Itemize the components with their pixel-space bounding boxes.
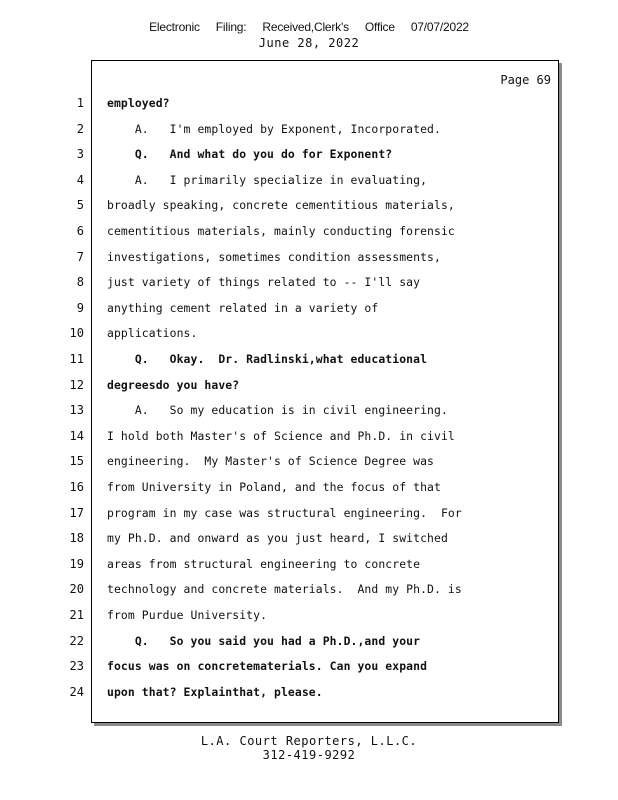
line-number: 2: [76, 122, 84, 136]
transcript-line: investigations, sometimes condition assessments,: [107, 250, 441, 264]
transcript-line: Q. And what do you do for Exponent?: [107, 147, 393, 161]
transcript-line: from Purdue University.: [107, 608, 268, 622]
filing-stamp-part: Filing:: [215, 20, 247, 34]
line-number: 22: [69, 634, 84, 648]
transcript-line: A. I primarily specialize in evaluating,: [107, 173, 428, 187]
line-number: 5: [76, 198, 84, 212]
filing-stamp-part: Received,Clerk's: [262, 20, 349, 34]
transcript-line: focus was on concretematerials. Can you expand: [107, 659, 428, 673]
line-number: 15: [69, 454, 84, 468]
line-number: 11: [69, 352, 84, 366]
line-number: 13: [69, 403, 84, 417]
transcript-line: I hold both Master's of Science and Ph.D. in civil: [107, 429, 455, 443]
line-number: 3: [76, 147, 84, 161]
transcript-line: broadly speaking, concrete cementitious materials,: [107, 198, 455, 212]
transcript-line: Q. So you said you had a Ph.D.,and your: [107, 634, 421, 648]
line-number: 14: [69, 429, 84, 443]
line-number: 4: [76, 173, 84, 187]
transcript-line: employed?: [107, 96, 170, 110]
transcript-line: degreesdo you have?: [107, 378, 240, 392]
line-number: 16: [69, 480, 84, 494]
line-number: 18: [69, 531, 84, 545]
transcript-line: from University in Poland, and the focus of that: [107, 480, 441, 494]
line-number: 7: [76, 250, 84, 264]
line-number: 9: [76, 301, 84, 315]
page-number: Page 69: [500, 73, 551, 87]
line-number: 24: [69, 685, 84, 699]
line-number: 19: [69, 557, 84, 571]
line-number: 10: [69, 326, 84, 340]
filing-stamp-part: Office: [364, 20, 395, 34]
transcript-line: anything cement related in a variety of: [107, 301, 379, 315]
filing-stamp-part: Electronic: [149, 20, 200, 34]
line-number: 21: [69, 608, 84, 622]
line-number: 8: [76, 275, 84, 289]
reporter-company: L.A. Court Reporters, L.L.C.: [200, 734, 418, 748]
transcript-line: my Ph.D. and onward as you just heard, I switched: [107, 531, 448, 545]
transcript-line: engineering. My Master's of Science Degree was: [107, 454, 435, 468]
transcript-line: Q. Okay. Dr. Radlinski,what educational: [107, 352, 428, 366]
line-number: 12: [69, 378, 84, 392]
line-number: 1: [76, 96, 84, 110]
transcript-line: cementitious materials, mainly conducting forensic: [107, 224, 455, 238]
transcript-line: areas from structural engineering to concrete: [107, 557, 421, 571]
transcript-line: upon that? Explainthat, please.: [107, 685, 323, 699]
reporter-phone: 312-419-9292: [262, 748, 356, 762]
deposition-date: June 28, 2022: [258, 36, 360, 50]
transcript-line: just variety of things related to -- I'll say: [107, 275, 421, 289]
line-number: 23: [69, 659, 84, 673]
transcript-line: A. So my education is in civil engineering.: [107, 403, 448, 417]
line-number: 6: [76, 224, 84, 238]
filing-stamp: [0, 20, 618, 34]
transcript-line: applications.: [107, 326, 198, 340]
transcript-line: technology and concrete materials. And my Ph.D. is: [107, 582, 462, 596]
transcript-line: A. I'm employed by Exponent, Incorporated.: [107, 122, 441, 136]
line-number: 20: [69, 582, 84, 596]
filing-stamp-part: 07/07/2022: [410, 20, 469, 34]
transcript-line: program in my case was structural engineering. For: [107, 506, 462, 520]
line-number: 17: [69, 506, 84, 520]
